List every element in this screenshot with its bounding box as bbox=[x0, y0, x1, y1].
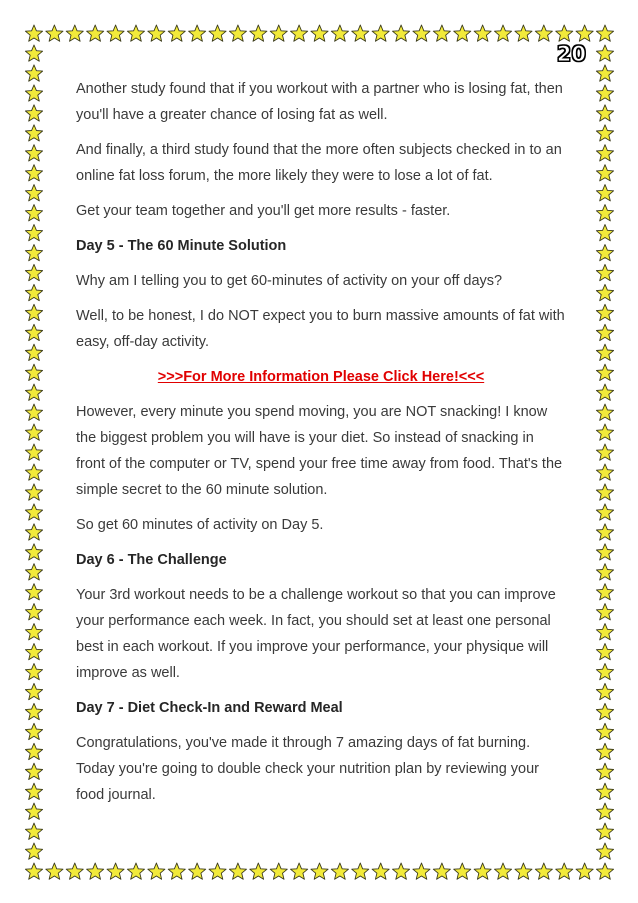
border-star-icon bbox=[25, 863, 42, 879]
border-star-icon bbox=[596, 185, 613, 201]
border-star-icon bbox=[25, 544, 42, 560]
border-star-icon bbox=[596, 25, 613, 41]
border-star-icon bbox=[25, 245, 42, 261]
border-star-icon bbox=[596, 604, 613, 620]
border-star-icon bbox=[25, 284, 42, 300]
border-star-icon bbox=[596, 564, 613, 580]
border-star-icon bbox=[25, 703, 42, 719]
border-star-icon bbox=[596, 664, 613, 680]
border-star-icon bbox=[25, 404, 42, 420]
border-star-icon bbox=[596, 225, 613, 241]
border-star-icon bbox=[87, 863, 104, 879]
border-star-icon bbox=[556, 25, 573, 41]
border-star-icon bbox=[576, 863, 593, 879]
paragraph-not-snacking: However, every minute you spend moving, you are NOT snacking! I know the biggest problem you will have is your diet. So instead of snacking in front of the computer or TV, spend your free time away from food. That's the simple secret to the 60 minute solution. bbox=[76, 404, 563, 498]
border-star-icon bbox=[25, 504, 42, 520]
border-star-icon bbox=[25, 165, 42, 181]
border-star-icon bbox=[25, 743, 42, 759]
border-star-icon bbox=[25, 364, 42, 380]
border-star-icon bbox=[331, 25, 348, 41]
border-star-icon bbox=[433, 863, 450, 879]
border-star-icon bbox=[25, 604, 42, 620]
border-star-icon bbox=[596, 85, 613, 101]
border-star-icon bbox=[596, 444, 613, 460]
border-star-icon bbox=[596, 404, 613, 420]
border-star-icon bbox=[596, 45, 613, 61]
border-star-icon bbox=[596, 364, 613, 380]
border-star-icon bbox=[474, 25, 491, 41]
border-star-icon bbox=[596, 464, 613, 480]
border-star-icon bbox=[25, 324, 42, 340]
border-star-icon bbox=[596, 284, 613, 300]
border-star-icon bbox=[474, 863, 491, 879]
border-star-icon bbox=[25, 783, 42, 799]
border-star-icon bbox=[148, 25, 165, 41]
border-star-icon bbox=[127, 863, 144, 879]
border-star-icon bbox=[46, 863, 63, 879]
border-star-icon bbox=[168, 863, 185, 879]
border-star-icon bbox=[25, 584, 42, 600]
border-star-icon bbox=[596, 245, 613, 261]
border-star-icon bbox=[229, 25, 246, 41]
border-star-icon bbox=[596, 384, 613, 400]
border-star-icon bbox=[25, 145, 42, 161]
border-star-icon bbox=[596, 723, 613, 739]
border-star-icon bbox=[413, 25, 430, 41]
border-star-icon bbox=[25, 803, 42, 819]
border-star-icon bbox=[25, 644, 42, 660]
border-star-icon bbox=[596, 544, 613, 560]
border-star-icon bbox=[25, 384, 42, 400]
heading-day-7: Day 7 - Diet Check-In and Reward Meal bbox=[76, 700, 343, 716]
border-star-icon bbox=[25, 464, 42, 480]
border-star-icon bbox=[596, 683, 613, 699]
border-star-icon bbox=[25, 664, 42, 680]
border-star-icon bbox=[535, 25, 552, 41]
border-star-icon bbox=[25, 344, 42, 360]
border-star-icon bbox=[596, 803, 613, 819]
border-star-icon bbox=[454, 863, 471, 879]
border-star-icon bbox=[25, 683, 42, 699]
border-star-icon bbox=[596, 624, 613, 640]
border-star-icon bbox=[209, 25, 226, 41]
border-star-icon bbox=[46, 25, 63, 41]
border-star-icon bbox=[596, 644, 613, 660]
border-star-icon bbox=[25, 723, 42, 739]
border-star-icon bbox=[596, 484, 613, 500]
paragraph-honest: Well, to be honest, I do NOT expect you to burn massive amounts of fat with easy, off-day activity. bbox=[76, 308, 565, 350]
border-star-icon bbox=[596, 205, 613, 221]
border-star-icon bbox=[535, 863, 552, 879]
border-star-icon bbox=[352, 25, 369, 41]
border-star-icon bbox=[311, 863, 328, 879]
border-star-icon bbox=[596, 863, 613, 879]
paragraph-forum-study: And finally, a third study found that the more often subjects checked in to an online fat loss forum, the more likely they were to lose a lot of fat. bbox=[76, 142, 562, 184]
heading-day-5: Day 5 - The 60 Minute Solution bbox=[76, 238, 287, 254]
border-star-icon bbox=[189, 863, 206, 879]
border-star-icon bbox=[127, 25, 144, 41]
border-star-icon bbox=[311, 25, 328, 41]
page-content bbox=[76, 76, 566, 817]
border-star-icon bbox=[596, 304, 613, 320]
border-star-icon bbox=[596, 504, 613, 520]
border-star-icon bbox=[25, 763, 42, 779]
border-star-icon bbox=[596, 344, 613, 360]
border-star-icon bbox=[87, 25, 104, 41]
border-star-icon bbox=[250, 863, 267, 879]
border-star-icon bbox=[596, 823, 613, 839]
border-star-icon bbox=[596, 264, 613, 280]
border-star-icon bbox=[393, 863, 410, 879]
border-star-icon bbox=[596, 145, 613, 161]
border-star-icon bbox=[352, 863, 369, 879]
border-star-icon bbox=[25, 105, 42, 121]
border-star-icon bbox=[25, 524, 42, 540]
border-star-icon bbox=[25, 65, 42, 81]
border-star-icon bbox=[596, 65, 613, 81]
border-star-icon bbox=[372, 863, 389, 879]
border-star-icon bbox=[433, 25, 450, 41]
border-star-icon bbox=[25, 125, 42, 141]
border-star-icon bbox=[291, 863, 308, 879]
border-star-icon bbox=[393, 25, 410, 41]
more-information-link[interactable]: >>>For More Information Please Click Here!<<< bbox=[157, 369, 485, 385]
border-star-icon bbox=[107, 25, 124, 41]
paragraph-why-60-minutes: Why am I telling you to get 60-minutes of activity on your off days? bbox=[76, 273, 503, 289]
border-star-icon bbox=[168, 25, 185, 41]
border-star-icon bbox=[495, 863, 512, 879]
paragraph-partner-study: Another study found that if you workout with a partner who is losing fat, then you'll have a greater chance of losing fat as well. bbox=[76, 81, 563, 123]
border-star-icon bbox=[596, 584, 613, 600]
paragraph-day-5-summary: So get 60 minutes of activity on Day 5. bbox=[76, 517, 324, 533]
border-star-icon bbox=[596, 743, 613, 759]
border-star-icon bbox=[596, 105, 613, 121]
border-star-icon bbox=[229, 863, 246, 879]
border-star-icon bbox=[372, 25, 389, 41]
border-star-icon bbox=[25, 225, 42, 241]
page-number: 20 bbox=[556, 42, 586, 66]
border-star-icon bbox=[576, 25, 593, 41]
border-star-icon bbox=[25, 304, 42, 320]
border-star-icon bbox=[596, 125, 613, 141]
border-star-icon bbox=[25, 264, 42, 280]
heading-day-6: Day 6 - The Challenge bbox=[76, 552, 227, 568]
border-star-icon bbox=[596, 324, 613, 340]
border-star-icon bbox=[25, 205, 42, 221]
border-star-icon bbox=[25, 624, 42, 640]
border-star-icon bbox=[454, 25, 471, 41]
border-star-icon bbox=[107, 863, 124, 879]
border-star-icon bbox=[25, 823, 42, 839]
border-star-icon bbox=[148, 863, 165, 879]
paragraph-congratulations: Congratulations, you've made it through 7 amazing days of fat burning. Today you're going to double check your nutrition plan by reviewing your food journal. bbox=[76, 735, 540, 803]
paragraph-challenge: Your 3rd workout needs to be a challenge workout so that you can improve your performance each week. In fact, you should set at least one personal best in each workout. If you improve your performance, your physique will improve as well. bbox=[76, 587, 556, 681]
border-star-icon bbox=[270, 25, 287, 41]
border-star-icon bbox=[25, 85, 42, 101]
border-star-icon bbox=[515, 863, 532, 879]
border-star-icon bbox=[25, 45, 42, 61]
border-star-icon bbox=[25, 444, 42, 460]
border-star-icon bbox=[495, 25, 512, 41]
paragraph-team: Get your team together and you'll get more results - faster. bbox=[76, 203, 451, 219]
border-star-icon bbox=[556, 863, 573, 879]
border-star-icon bbox=[270, 863, 287, 879]
border-star-icon bbox=[596, 165, 613, 181]
border-star-icon bbox=[250, 25, 267, 41]
border-star-icon bbox=[66, 25, 83, 41]
border-star-icon bbox=[596, 424, 613, 440]
border-star-icon bbox=[596, 763, 613, 779]
border-star-icon bbox=[596, 703, 613, 719]
border-star-icon bbox=[25, 25, 42, 41]
border-star-icon bbox=[515, 25, 532, 41]
border-star-icon bbox=[25, 564, 42, 580]
border-star-icon bbox=[25, 185, 42, 201]
border-star-icon bbox=[66, 863, 83, 879]
border-star-icon bbox=[413, 863, 430, 879]
border-star-icon bbox=[596, 524, 613, 540]
border-star-icon bbox=[291, 25, 308, 41]
border-star-icon bbox=[331, 863, 348, 879]
border-star-icon bbox=[596, 843, 613, 859]
border-star-icon bbox=[25, 484, 42, 500]
border-star-icon bbox=[25, 843, 42, 859]
border-star-icon bbox=[596, 783, 613, 799]
border-star-icon bbox=[209, 863, 226, 879]
border-star-icon bbox=[189, 25, 206, 41]
border-star-icon bbox=[25, 424, 42, 440]
